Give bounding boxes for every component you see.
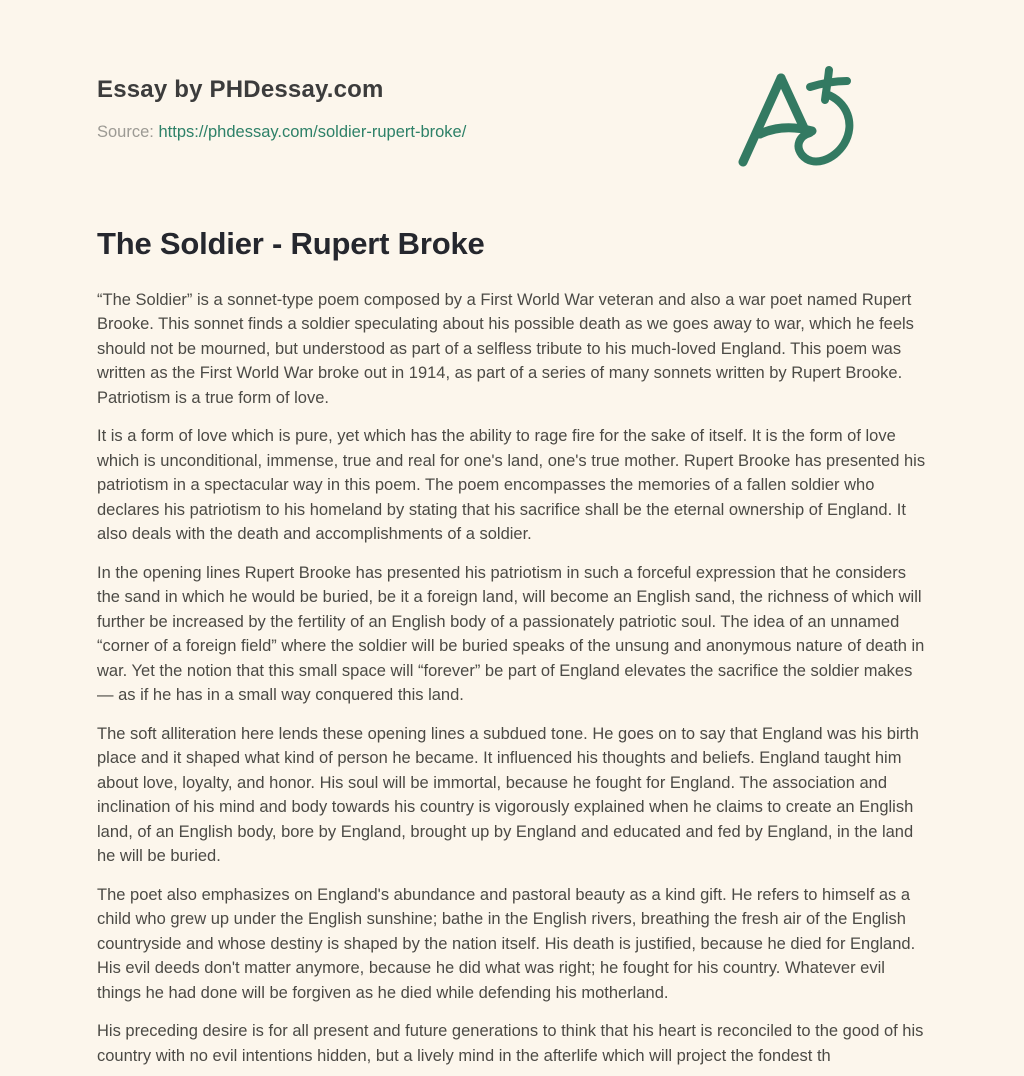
source-url-link[interactable]: https://phdessay.com/soldier-rupert-broke/	[158, 122, 467, 141]
phdessay-a-plus-logo-icon	[733, 64, 860, 170]
article-paragraph-3: In the opening lines Rupert Brooke has presented his patriotism in such a forceful expression that he considers the sand in which he would be buried, be it a foreign land, will become an English sand, the richness of which will further be increased by the fertility of an English body of a passionately patriotic soul. The idea of an unnamed “corner of a foreign field” where the soldier will be buried speaks of the unsung and anonymous nature of death in war. Yet the notion that this small space will “forever” be part of England elevates the sacrifice the soldier makes— as if he has in a small way conquered this land.	[97, 563, 925, 705]
article-paragraph-6: His preceding desire is for all present and future generations to think that his heart is reconciled to the good of his country with no evil intentions hidden, but a lively mind in the afterlife which will project the fondest th	[97, 1022, 924, 1065]
article-paragraph-5: The poet also emphasizes on England's abundance and pastoral beauty as a kind gift. He refers to himself as a child who grew up under the English sunshine; bathe in the English rivers, breathing the fresh air of the English countryside and whose destiny is shaped by the nation itself. His death is justified, because he died for England. His evil deeds don't matter anymore, because he did what was right; he fought for his country. Whatever evil things he had done will be forgiven as he died while defending his motherland.	[97, 885, 916, 1002]
article-paragraph-2: It is a form of love which is pure, yet which has the ability to rage fire for the sake of itself. It is the form of love which is unconditional, immense, true and real for one's land, one's true mother. Rupert Brooke has presented his patriotism in a spectacular way in this poem. The poem encompasses the memories of a fallen soldier who declares his patriotism to his homeland by stating that his sacrifice shall be the eternal ownership of England. It also deals with the death and accomplishments of a soldier.	[97, 427, 926, 544]
source-label: Source:	[97, 122, 154, 141]
site-header-title: Essay by PHDessay.com	[97, 76, 384, 103]
article-paragraph-1: “The Soldier” is a sonnet-type poem composed by a First World War veteran and also a war poet named Rupert Brooke. This sonnet finds a soldier speculating about his possible death as we goes away to war, which he feels should not be mourned, but understood as part of a selfless tribute to his much-loved England. This poem was written as the First World War broke out in 1914, as part of a series of many sonnets written by Rupert Brooke. Patriotism is a true form of love.	[97, 290, 914, 407]
article-title: The Soldier - Rupert Broke	[97, 225, 485, 261]
article-body	[97, 288, 927, 1069]
article-paragraph-4: The soft alliteration here lends these opening lines a subdued tone. He goes on to say that England was his birth place and it shaped what kind of person he became. It influenced his thoughts and beliefs. England taught him about love, loyalty, and honor. His soul will be immortal, because he fought for England. The association and inclination of his mind and body towards his country is vigorously explained when he claims to create an English land, of an English body, bore by England, brought up by England and educated and fed by England, in the land he will be buried.	[97, 724, 919, 866]
